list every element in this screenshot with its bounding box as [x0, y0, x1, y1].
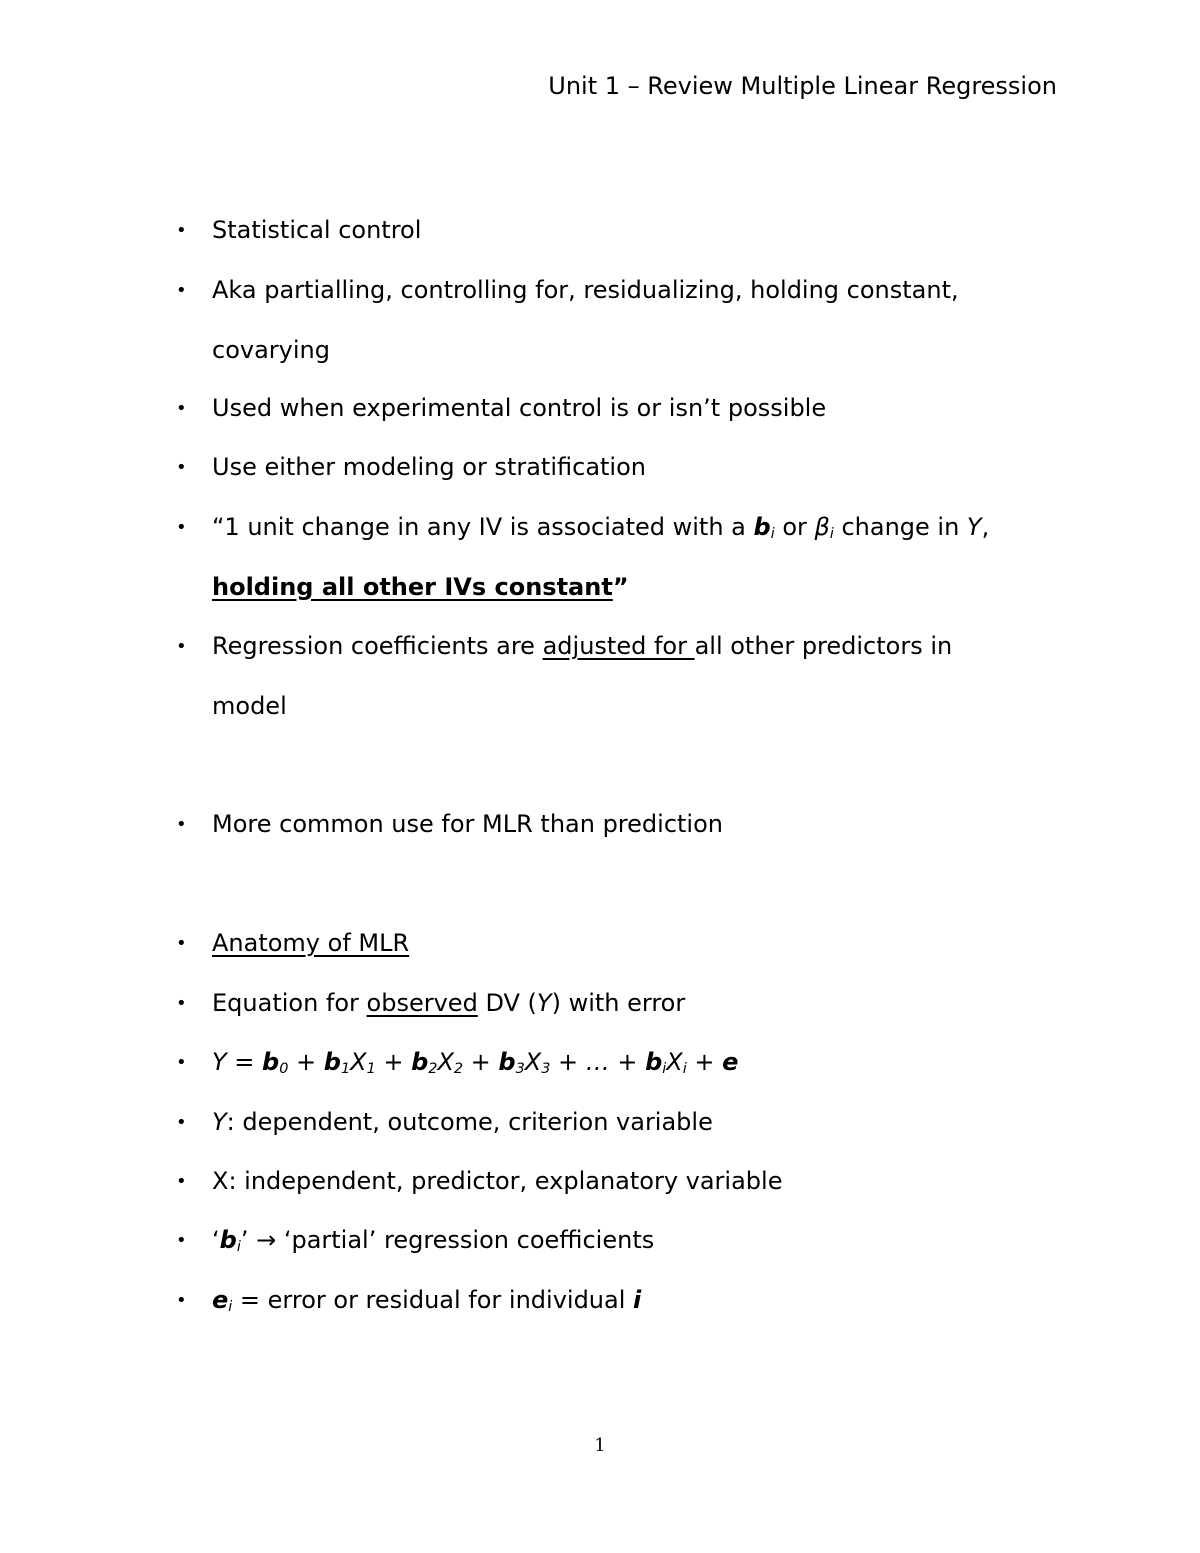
bullet-statistical-control: [176, 201, 1072, 261]
eq-b0-sub: 0: [279, 1061, 289, 1077]
eq-bi-sub: i: [662, 1061, 667, 1077]
bullet-text-line-1: Aka partialling, controlling for, residualizing, holding constant,: [212, 276, 959, 304]
eq-x3: X: [524, 1048, 542, 1076]
bullet-text: Statistical control: [212, 216, 422, 244]
bullet-dot: •: [176, 1171, 187, 1192]
bullet-text-line-2: model: [212, 691, 287, 720]
regression-equation: [212, 1033, 1072, 1093]
eq-b3: b: [498, 1048, 516, 1076]
bullet-dot: •: [176, 1230, 187, 1251]
eq-b2-sub: 2: [428, 1061, 438, 1077]
eq-y: Y: [212, 1048, 227, 1076]
eq-ellipsis: + … +: [550, 1048, 646, 1076]
bullet-text: all other predictors in: [694, 632, 953, 660]
bullet-text: ) with error: [551, 989, 686, 1017]
bullet-text: More common use for MLR than prediction: [212, 810, 723, 838]
page-number: 1: [594, 1435, 606, 1456]
bullet-text-line: [212, 1093, 1072, 1153]
holding-constant-emphasis: holding all other IVs constant: [212, 572, 613, 601]
close-quote: ’: [240, 1226, 257, 1254]
eq-e: e: [722, 1048, 739, 1076]
bullet-dot: •: [176, 220, 187, 241]
y-symbol: Y: [966, 513, 982, 541]
eq-x1-sub: 1: [366, 1061, 376, 1077]
coef-beta-subscript: i: [829, 526, 834, 542]
bullet-dot: •: [176, 398, 187, 419]
bullet-dot: •: [176, 280, 187, 301]
bullet-dot: •: [176, 933, 187, 954]
quote-close: ”: [612, 572, 629, 601]
bullet-text-line: [212, 1211, 1072, 1271]
bullet-dot: •: [176, 517, 187, 538]
bullet-text: X: independent, predictor, explanatory variable: [212, 1167, 783, 1195]
bullet-text-line: [212, 1271, 1072, 1331]
bullet-dot: •: [176, 1052, 187, 1073]
eq-bi: b: [645, 1048, 663, 1076]
bullet-text: Use either modeling or stratification: [212, 453, 646, 481]
bullet-text: Equation for: [212, 989, 367, 1017]
y-symbol: Y: [536, 989, 552, 1017]
error-e-symbol: e: [212, 1286, 229, 1314]
bullet-text: : dependent, outcome, criterion variable: [226, 1108, 713, 1136]
bullet-aka-partialling: [176, 261, 1072, 380]
eq-xi: X: [666, 1048, 683, 1076]
eq-b1-sub: 1: [340, 1061, 351, 1077]
error-e-subscript: i: [228, 1299, 233, 1315]
bullet-text: = error or residual for individual: [232, 1286, 634, 1314]
bullet-text: Regression coefficients are: [212, 632, 543, 660]
bullet-unit-change-quote: [176, 498, 1072, 617]
adjusted-for-underlined: adjusted for: [542, 632, 695, 660]
eq-equals: =: [226, 1048, 263, 1076]
eq-b1: b: [323, 1048, 341, 1076]
bullet-experimental-control: [176, 379, 1072, 439]
coef-b-symbol: b: [219, 1226, 237, 1254]
bullet-error-definition: [176, 1271, 1072, 1331]
quote-text: ,: [981, 513, 990, 541]
bullet-partial-coefficients: [176, 1211, 1072, 1271]
section-heading: Anatomy of MLR: [212, 929, 410, 957]
coef-b-subscript: i: [236, 1239, 241, 1255]
arrow-right-icon: →: [256, 1226, 277, 1254]
eq-plus: +: [288, 1048, 324, 1076]
bullet-dot: •: [176, 1290, 187, 1311]
eq-plus: +: [686, 1048, 723, 1076]
eq-xi-sub: i: [682, 1061, 687, 1077]
bullet-dot: •: [176, 993, 187, 1014]
eq-x3-sub: 3: [541, 1061, 551, 1077]
bullet-dot: •: [176, 636, 187, 657]
bullet-x-definition: [176, 1152, 1072, 1212]
quote-text: or: [774, 513, 815, 541]
coef-b-subscript: i: [770, 526, 775, 542]
bullet-dot: •: [176, 1112, 187, 1133]
bullet-text: DV (: [477, 989, 537, 1017]
quote-text: “1 unit change in any IV is associated with a: [212, 513, 754, 541]
bullet-dot: •: [176, 457, 187, 478]
open-quote: ‘: [212, 1226, 220, 1254]
bullet-coefficients-adjusted: [176, 617, 1072, 736]
bullet-anatomy-of-mlr: [176, 914, 1072, 974]
observed-underlined: observed: [366, 989, 478, 1017]
bullet-common-use: [176, 795, 1072, 855]
bullet-y-definition: [176, 1093, 1072, 1153]
coef-b-symbol: b: [753, 513, 771, 541]
eq-x2-sub: 2: [453, 1061, 464, 1077]
coef-beta-symbol: β: [814, 513, 830, 541]
quote-text: change in: [833, 513, 967, 541]
eq-x1: X: [350, 1048, 367, 1076]
bullet-text-line-1: [212, 617, 1072, 677]
bullet-text-line: [212, 974, 1072, 1034]
individual-i-symbol: i: [633, 1286, 642, 1314]
quote-line-2: [212, 558, 1072, 618]
bullet-text-line-2: covarying: [212, 335, 330, 364]
bullet-dot: •: [176, 814, 187, 835]
eq-plus: +: [375, 1048, 412, 1076]
eq-b0: b: [262, 1048, 280, 1076]
bullet-equation-observed: [176, 974, 1072, 1034]
bullet-regression-equation: [176, 1033, 1072, 1093]
quote-line-1: [212, 498, 1072, 558]
eq-b2: b: [411, 1048, 429, 1076]
bullet-modeling-stratification: [176, 438, 1072, 498]
eq-b3-sub: 3: [515, 1061, 525, 1077]
page-header-title: Unit 1 – Review Multiple Linear Regression: [548, 72, 1057, 100]
bullet-text: Used when experimental control is or isn’t possible: [212, 394, 827, 422]
eq-plus: +: [463, 1048, 499, 1076]
bullet-text: ‘partial’ regression coefficients: [276, 1226, 655, 1254]
y-symbol: Y: [212, 1108, 227, 1136]
eq-x2: X: [437, 1048, 454, 1076]
